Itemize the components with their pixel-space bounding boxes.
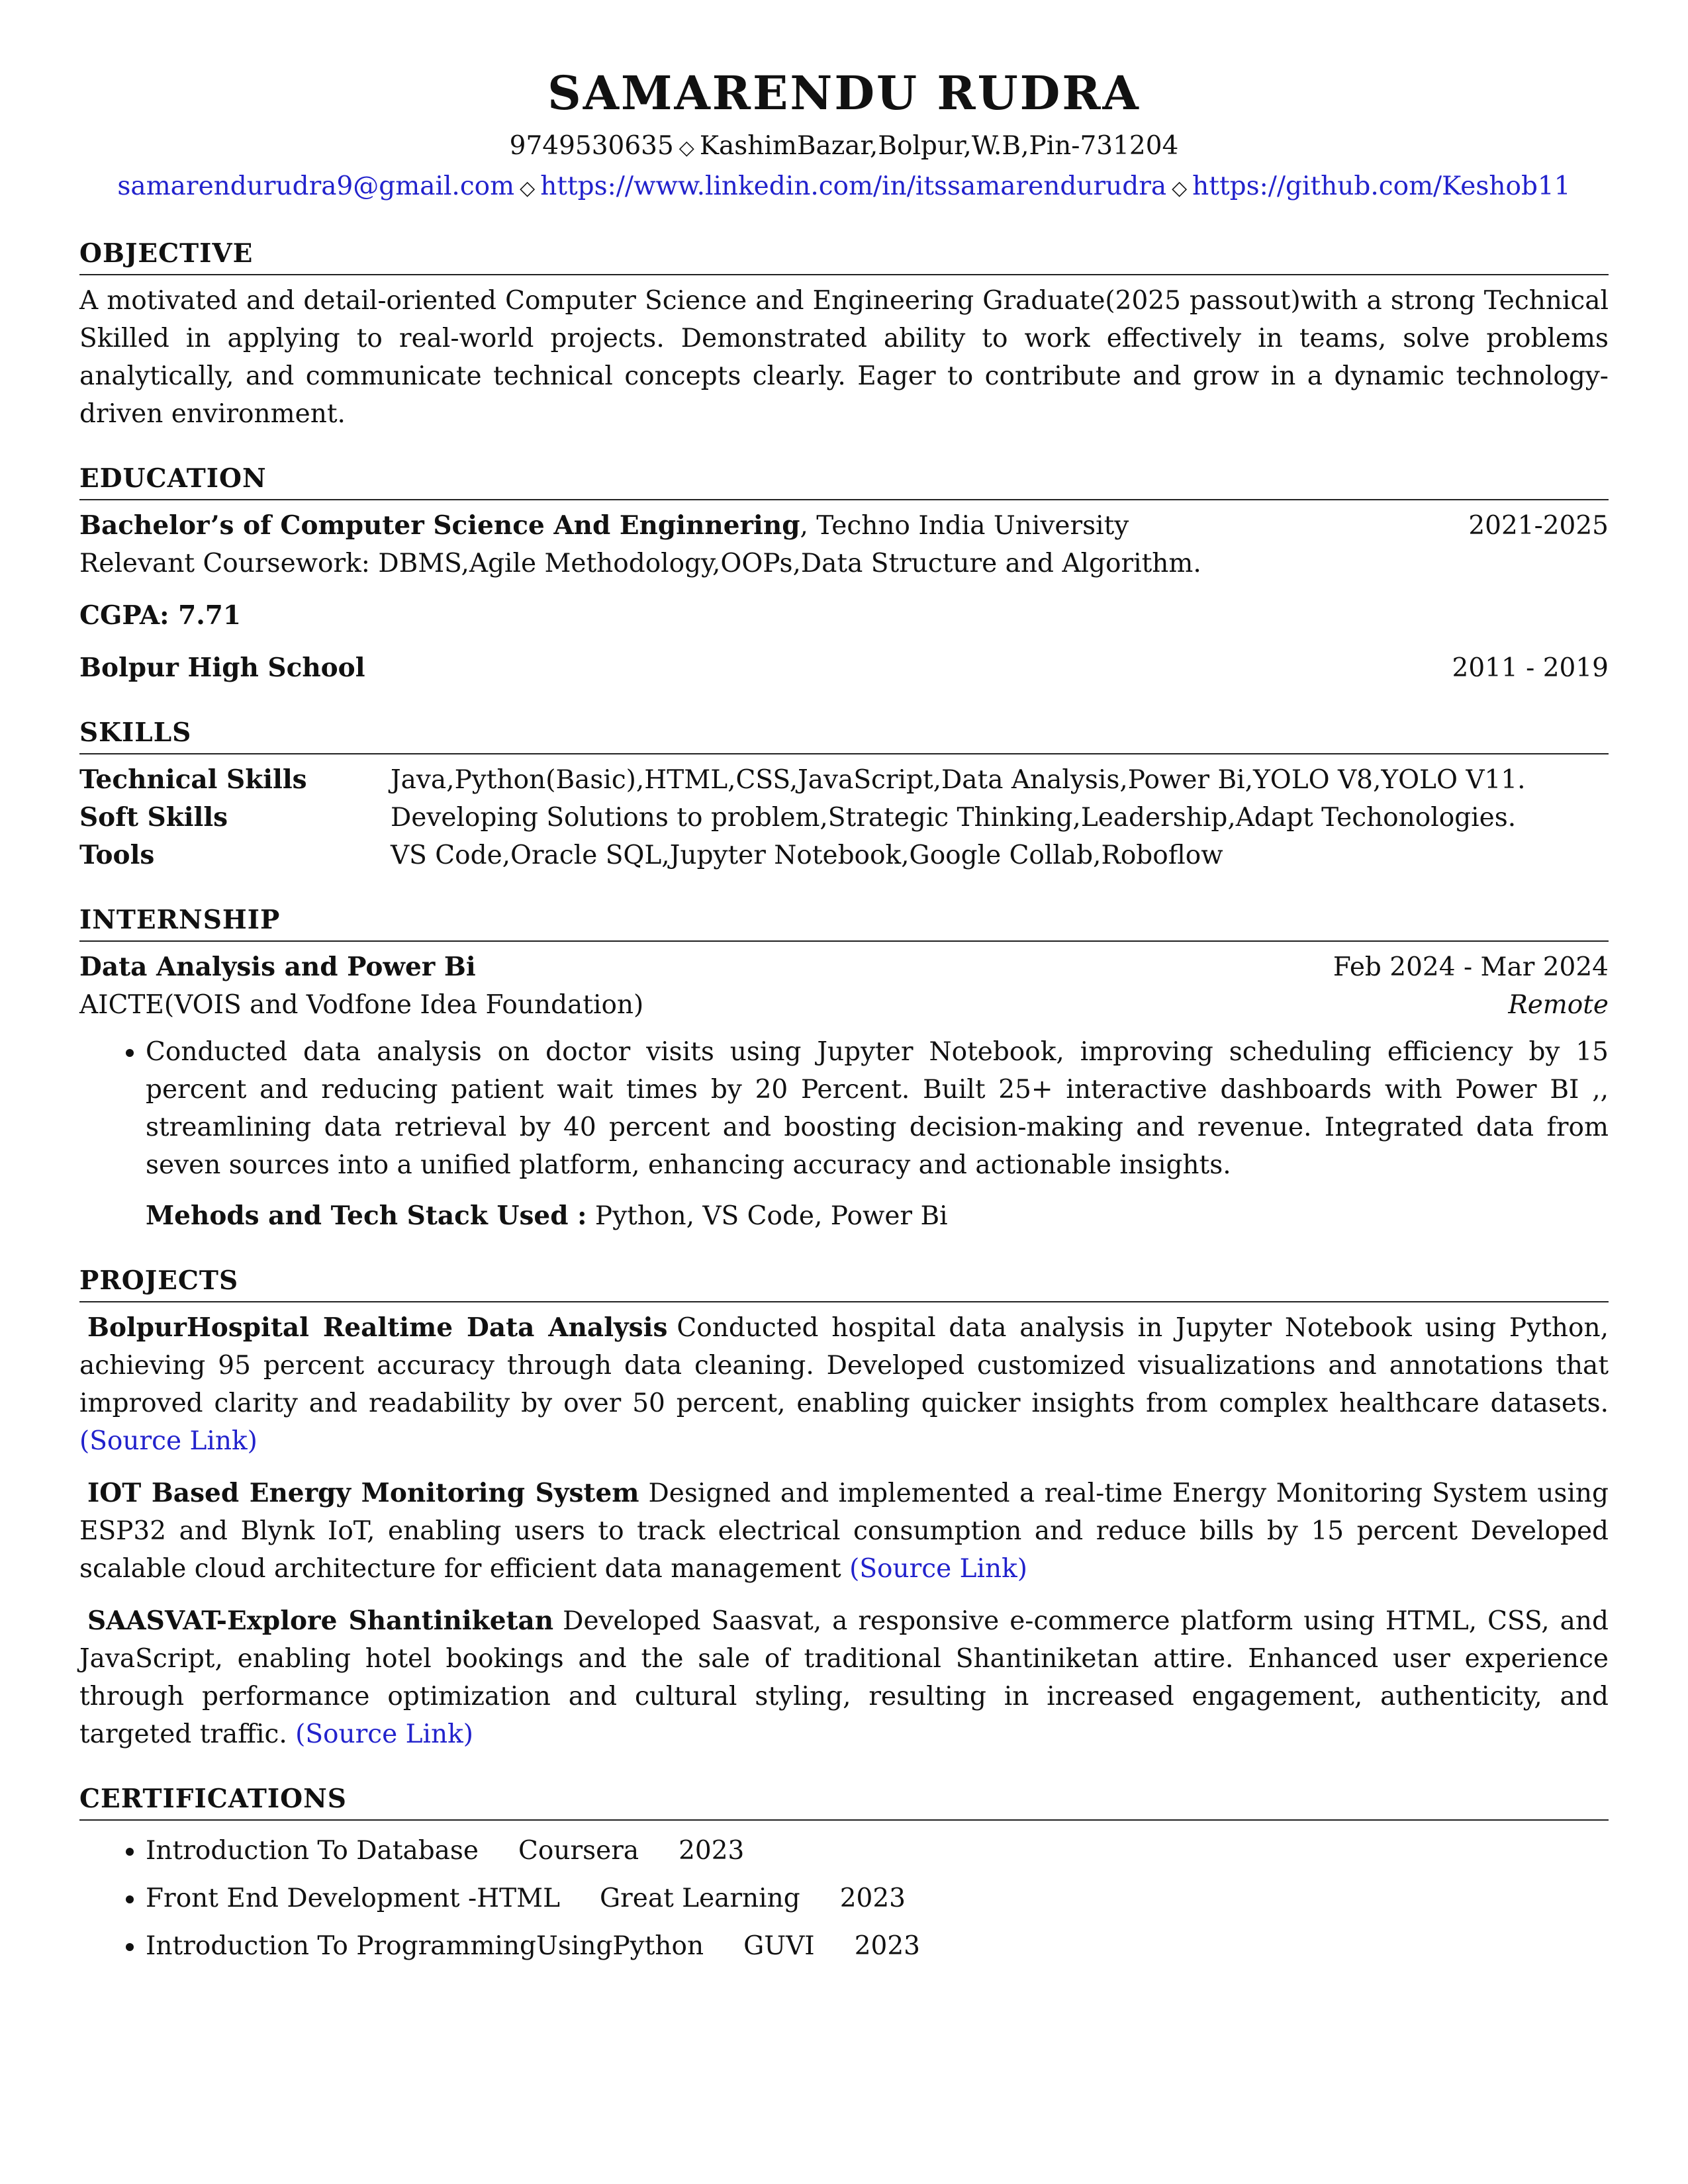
cert-year: 2023	[854, 1931, 920, 1961]
source-link[interactable]: (Source Link)	[849, 1554, 1027, 1584]
objective-section	[79, 234, 1609, 433]
address: KashimBazar,Bolpur,W.B,Pin-731204	[699, 131, 1179, 161]
internship-role-row	[79, 948, 1609, 986]
separator-icon: ◇	[1172, 177, 1188, 200]
linkedin-link[interactable]: https://www.linkedin.com/in/itssamarendurudra	[540, 171, 1167, 201]
objective-text: A motivated and detail-oriented Computer Science and Engineering Graduate(2025 passout)with a strong Technical Skilled in applying to real-world projects. Demonstrated ability to work effectively in teams, solve problems analytically, and communicate technical concepts clearly. Eager to contribute and grow in a dynamic technology-driven environment.	[79, 286, 1609, 429]
project-title: SAASVAT-Explore Shantiniketan	[87, 1606, 554, 1636]
source-link[interactable]: (Source Link)	[295, 1719, 473, 1749]
candidate-name: SAMARENDU RUDRA	[547, 66, 1141, 120]
section-title-projects: PROJECTS	[79, 1261, 1609, 1302]
skills-label: Soft Skills	[79, 802, 228, 833]
school-row	[79, 649, 1609, 687]
certifications-section	[79, 1780, 1609, 1970]
degree-row	[79, 507, 1609, 545]
cert-course: Introduction To ProgrammingUsingPython	[146, 1931, 704, 1961]
skills-row-tools	[79, 837, 1609, 874]
internship-role: Data Analysis and Power Bi	[79, 952, 476, 982]
project-description: Designed and implemented a real-time Energy Monitoring System using ESP32 and Blynk IoT, enabling users to track electrical consumption and reduce bills by 15 percent Developed scalable cloud architecture for efficient data management	[79, 1479, 1609, 1584]
resume-header	[79, 64, 1609, 208]
contact-line-2	[79, 167, 1609, 208]
list-item	[146, 1875, 1609, 1923]
skills-label: Tools	[79, 840, 155, 870]
skills-value: VS Code,Oracle SQL,Jupyter Notebook,Google Collab,Roboflow	[391, 841, 1223, 870]
contact-line-1	[79, 127, 1609, 167]
separator-icon: ◇	[679, 136, 694, 159]
cert-provider: GUVI	[743, 1931, 815, 1961]
github-link[interactable]: https://github.com/Keshob11	[1192, 171, 1571, 201]
section-title-objective: OBJECTIVE	[79, 234, 1609, 275]
education-section	[79, 459, 1609, 687]
separator-icon: ◇	[520, 177, 536, 200]
section-title-certifications: CERTIFICATIONS	[79, 1780, 1609, 1821]
project-description: Developed Saasvat, a responsive e-commerce platform using HTML, CSS, and JavaScript, enabling hotel bookings and the sale of traditional Shantiniketan attire. Enhanced user experience through performance optimization and cultural styling, resulting in increased engagement, authenticity, and targeted traffic.	[79, 1606, 1609, 1749]
phone-number: 9749530635	[509, 131, 674, 161]
skills-value: Developing Solutions to problem,Strategic Thinking,Leadership,Adapt Techonologies.	[391, 803, 1517, 833]
project-title: IOT Based Energy Monitoring System	[87, 1478, 639, 1508]
project-title: BolpurHospital Realtime Data Analysis	[87, 1312, 668, 1343]
section-title-education: EDUCATION	[79, 459, 1609, 500]
tech-stack-label: Mehods and Tech Stack Used :	[146, 1201, 587, 1231]
cert-provider: Coursera	[518, 1836, 639, 1866]
source-link[interactable]: (Source Link)	[79, 1426, 258, 1456]
list-item	[146, 1923, 1609, 1970]
coursework: Relevant Coursework: DBMS,Agile Methodology,OOPs,Data Structure and Algorithm.	[79, 549, 1201, 578]
skills-label: Technical Skills	[79, 764, 307, 795]
project-item	[79, 1475, 1609, 1588]
project-item	[79, 1309, 1609, 1460]
projects-section	[79, 1261, 1609, 1753]
project-description: Conducted hospital data analysis in Jupyter Notebook using Python, achieving 95 percent accuracy through data cleaning. Developed customized visualizations and annotations that improved clarity and readability by over 50 percent, enabling quicker insights from complex healthcare datasets.	[79, 1313, 1609, 1418]
cert-year: 2023	[839, 1884, 906, 1913]
internship-org: AICTE(VOIS and Vodfone Idea Foundation)	[79, 990, 644, 1020]
cert-course: Front End Development -HTML	[146, 1884, 560, 1913]
internship-org-row	[79, 986, 1609, 1024]
cert-year: 2023	[679, 1836, 745, 1866]
list-item	[146, 1827, 1609, 1875]
school-years: 2011 - 2019	[1452, 653, 1609, 683]
email-link[interactable]: samarendurudra9@gmail.com	[117, 171, 515, 201]
internship-dates: Feb 2024 - Mar 2024	[1333, 952, 1609, 982]
tech-stack-line	[146, 1197, 1609, 1235]
cert-provider: Great Learning	[599, 1884, 800, 1913]
certification-list	[79, 1827, 1609, 1970]
section-title-internship: INTERNSHIP	[79, 901, 1609, 942]
cgpa: CGPA: 7.71	[79, 600, 242, 631]
degree-years: 2021-2025	[1468, 511, 1609, 541]
list-item: • Conducted data analysis on doctor visits using Jupyter Notebook, improving scheduling efficiency by 15 percent and reducing patient wait times by 20 Percent. Built 25+ interactive dashboards with Power BI ,, streamlining data retrieval by 40 percent and boosting decision-making and revenue. Integrated data from seven sources into a unified platform, enhancing accuracy and actionable insights.	[146, 1033, 1609, 1184]
cert-course: Introduction To Database	[146, 1836, 479, 1866]
section-title-skills: SKILLS	[79, 713, 1609, 754]
university-name: , Techno India University	[800, 511, 1129, 541]
degree-name: Bachelor’s of Computer Science And Enginnering	[79, 510, 800, 541]
skills-row-soft	[79, 799, 1609, 837]
skills-value: Java,Python(Basic),HTML,CSS,JavaScript,Data Analysis,Power Bi,YOLO V8,YOLO V11.	[391, 765, 1526, 795]
internship-section	[79, 901, 1609, 1235]
internship-mode: Remote	[1508, 990, 1609, 1020]
internship-bullets	[79, 1033, 1609, 1184]
school-name: Bolpur High School	[79, 653, 365, 683]
tech-stack-value: Python, VS Code, Power Bi	[594, 1201, 948, 1231]
skills-row-technical	[79, 761, 1609, 799]
project-item	[79, 1602, 1609, 1753]
skills-section	[79, 713, 1609, 874]
